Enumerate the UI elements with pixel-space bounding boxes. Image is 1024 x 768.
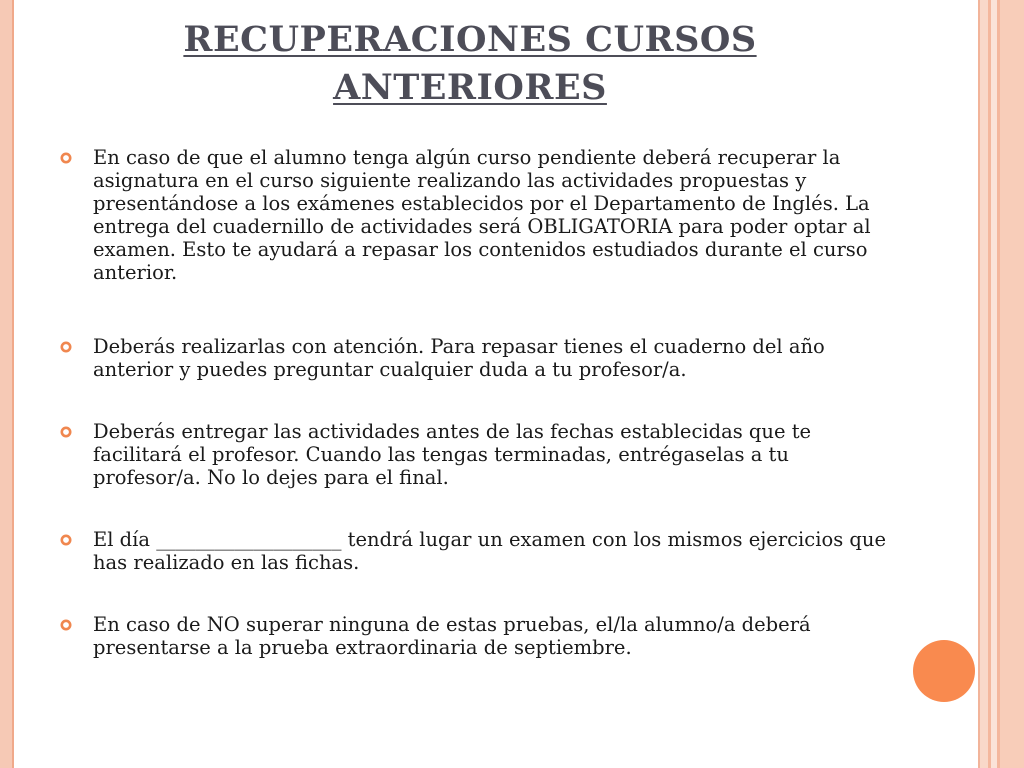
ring-bullet-icon <box>60 619 72 631</box>
ring-bullet-icon <box>60 341 72 353</box>
bullet-text: Deberás realizarlas con atención. Para repasar tienes el cuaderno del año anterior y puedes preguntar cualquier duda a tu profesor/a. <box>93 335 825 381</box>
bullet-text: En caso de que el alumno tenga algún curso pendiente deberá recuperar la asignatura en el curso siguiente realizando las actividades propuestas y presentándose a los exámenes establecidos por el Departamento de Inglés. La entrega del cuadernillo de actividades será OBLIGATORIA para poder optar al examen. Esto te ayudará a repasar los contenidos estudiados durante el curso anterior. <box>93 146 871 284</box>
left-frame-line <box>12 0 14 768</box>
bullet-item <box>60 528 900 574</box>
bullet-item <box>60 613 900 659</box>
bullet-text: En caso de NO superar ninguna de estas pruebas, el/la alumno/a deberá presentarse a la prueba extraordinaria de septiembre. <box>93 613 811 659</box>
ring-bullet-icon <box>60 152 72 164</box>
bullet-list <box>60 146 900 659</box>
bullet-text: El día ___________________ tendrá lugar un examen con los mismos ejercicios que has realizado en las fichas. <box>93 528 886 574</box>
bullet-item <box>60 146 900 284</box>
ring-bullet-icon <box>60 426 72 438</box>
bullet-item <box>60 420 900 489</box>
slide-title-line-1: RECUPERACIONES CURSOS <box>183 19 757 60</box>
decorative-circle <box>913 640 975 702</box>
slide-title-line-2: ANTERIORES <box>333 67 607 108</box>
bullet-text: Deberás entregar las actividades antes de las fechas establecidas que te facilitará el profesor. Cuando las tengas terminadas, entrégaselas a tu profesor/a. No lo dejes para el final. <box>93 420 812 489</box>
right-frame-stripe <box>1000 0 1024 768</box>
slide-title <box>80 16 860 112</box>
left-frame-border <box>0 0 12 768</box>
right-frame-stripe <box>980 0 988 768</box>
bullet-item <box>60 335 900 381</box>
ring-bullet-icon <box>60 534 72 546</box>
